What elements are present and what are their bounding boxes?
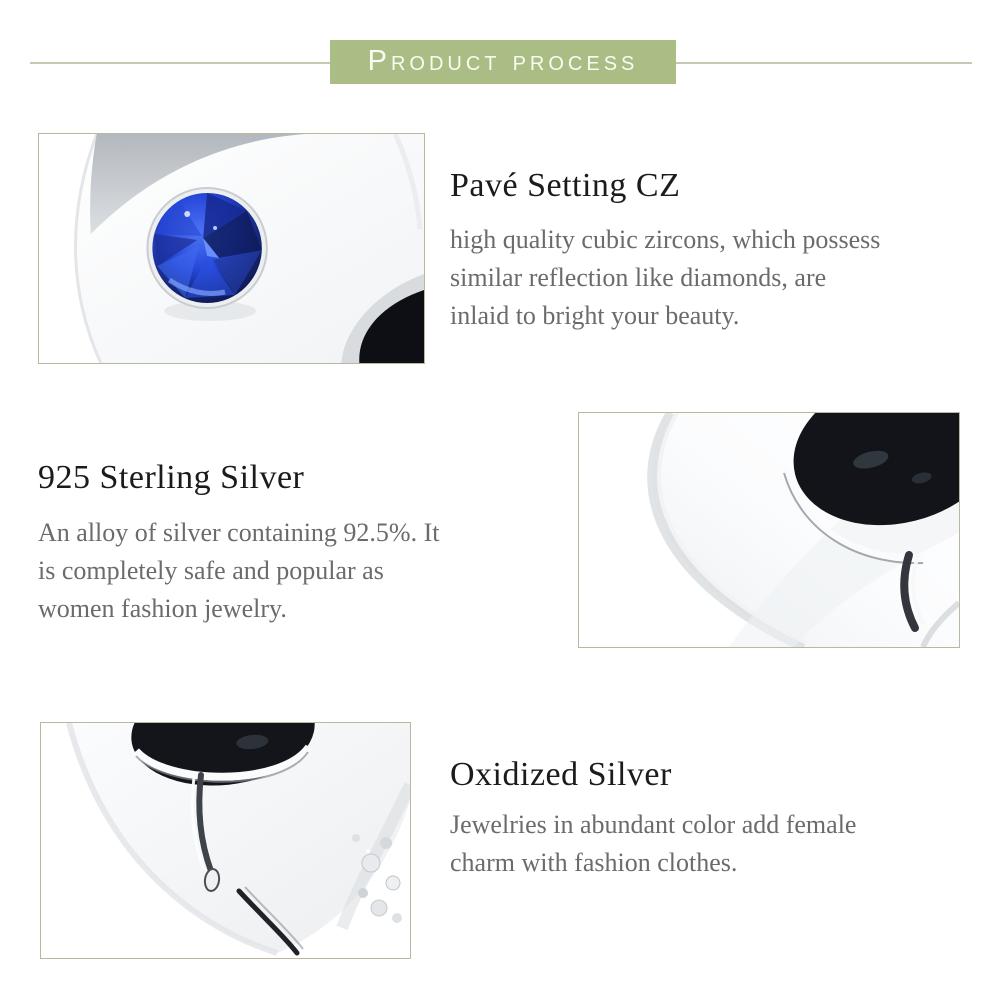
photo-pave-setting-cz <box>38 133 425 364</box>
feature-description <box>38 514 439 628</box>
banner-product-process <box>330 40 676 84</box>
photo-sterling-silver <box>578 412 960 648</box>
body-line: similar reflection like diamonds, are <box>450 263 827 292</box>
feature-description <box>450 221 880 335</box>
divider-line-right <box>676 62 972 64</box>
body-line: high quality cubic zircons, which possess <box>450 225 881 254</box>
feature-description <box>450 806 856 882</box>
banner-title: Product process <box>367 44 639 77</box>
divider-line-left <box>30 62 330 64</box>
feature-heading: 925 Sterling Silver <box>38 459 305 496</box>
pave-cz-photo-graphic <box>39 134 424 363</box>
feature-heading: Pavé Setting CZ <box>450 167 681 204</box>
body-line: An alloy of silver containing 92.5%. It <box>38 518 440 547</box>
body-line: Jewelries in abundant color add female <box>450 810 857 839</box>
body-line: charm with fashion clothes. <box>450 848 738 877</box>
body-line: women fashion jewelry. <box>38 594 287 623</box>
oxidized-silver-photo-graphic <box>41 723 410 958</box>
photo-oxidized-silver <box>40 722 411 959</box>
body-line: inlaid to bright your beauty. <box>450 301 740 330</box>
feature-heading: Oxidized Silver <box>450 756 672 793</box>
body-line: is completely safe and popular as <box>38 556 384 585</box>
sterling-silver-photo-graphic <box>579 413 959 647</box>
